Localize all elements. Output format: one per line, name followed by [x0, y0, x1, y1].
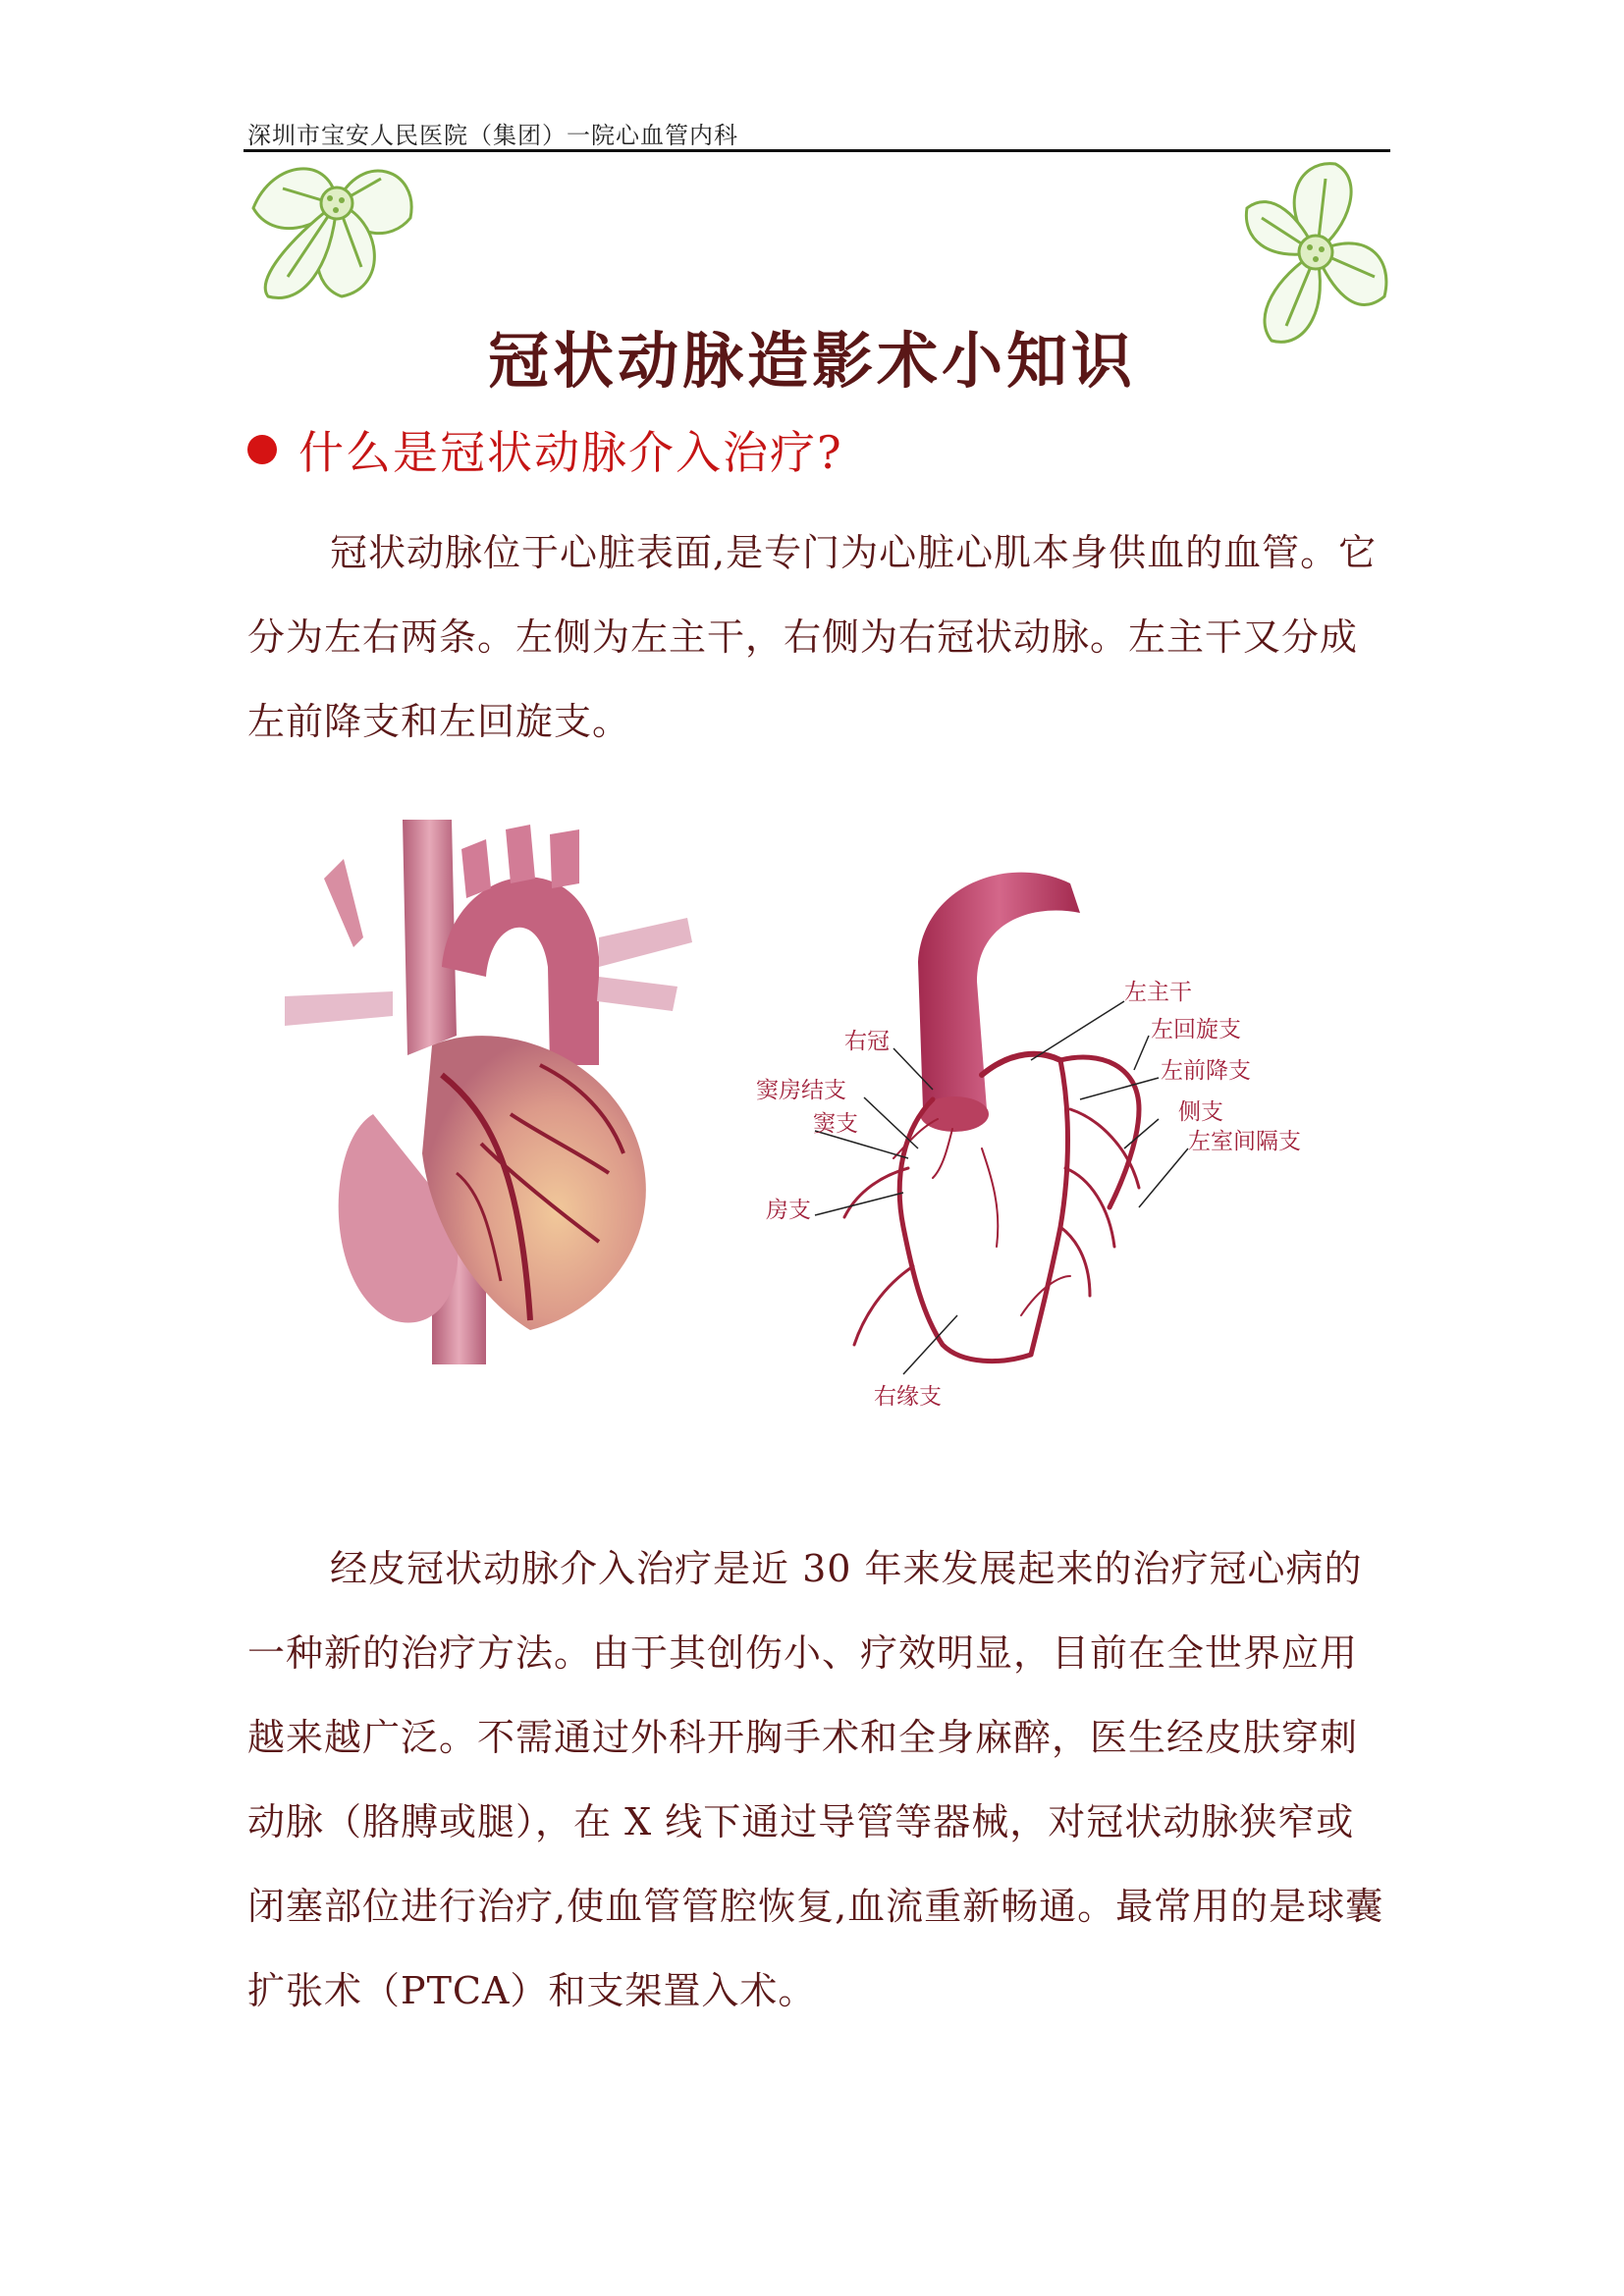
heart-illustration — [285, 820, 736, 1379]
section-title: 什么是冠状动脉介入治疗? — [298, 426, 843, 479]
header-text: 深圳市宝安人民医院（集团）一院心血管内科 — [247, 122, 738, 149]
label-marginal: 右缘支 — [874, 1384, 942, 1410]
label-rca: 右冠 — [844, 1029, 890, 1054]
section-heading — [247, 417, 843, 482]
flower-decoration-left — [244, 149, 430, 311]
page-title: 冠状动脉造影术小知识 — [487, 325, 1136, 397]
paragraph-2: 经皮冠状动脉介入治疗是近 30 年来发展起来的治疗冠心病的一种新的治疗方法。由于其创伤小、疗效明显，目前在全世界应用越来越广泛。不需通过外科开胸手术和全身麻醉，医生经皮肤穿刺动脉（胳膊或腿），在 X 线下通过导管等器械，对冠状动脉狭窄或闭塞部位进行治疗,使血管管腔恢复,血流重新畅通。最常用的是球囊扩张术（PTCA）和支架置入术。 — [247, 1547, 1384, 2012]
label-septal: 左室间隔支 — [1188, 1129, 1301, 1154]
coronary-artery-diagram — [746, 854, 1355, 1423]
label-atrial: 房支 — [766, 1198, 811, 1223]
label-lad: 左前降支 — [1161, 1058, 1251, 1084]
label-diagonal: 侧支 — [1178, 1099, 1223, 1125]
label-left-main: 左主干 — [1124, 980, 1192, 1005]
paragraph-1: 冠状动脉位于心脏表面,是专门为心脏心肌本身供血的血管。它分为左右两条。左侧为左主干，右侧为右冠状动脉。左主干又分成左前降支和左回旋支。 — [247, 531, 1378, 743]
label-circumflex: 左回旋支 — [1151, 1017, 1241, 1042]
label-sinus-node: 窦房结支 — [756, 1078, 846, 1103]
bullet-icon — [247, 435, 277, 464]
label-sinus: 窦支 — [813, 1111, 858, 1137]
